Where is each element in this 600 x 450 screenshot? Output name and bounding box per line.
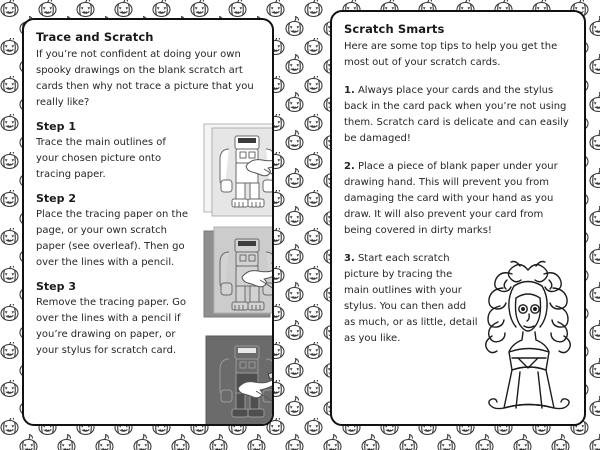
tip-1-number: 1. bbox=[344, 85, 355, 96]
step-1-figure-svg bbox=[202, 122, 274, 220]
step-2-figure-svg bbox=[202, 225, 274, 323]
medusa-illustration bbox=[476, 256, 580, 416]
scratch-smarts-intro: Here are some top tips to help you get the most out of your scratch cards. bbox=[344, 41, 558, 68]
step-1-text: Trace the main outlines of your chosen picture onto tracing paper. bbox=[36, 137, 166, 180]
step-3-heading: Step 3 bbox=[36, 280, 76, 293]
trace-and-scratch-panel bbox=[22, 18, 274, 426]
scratch-smarts-panel bbox=[330, 10, 586, 426]
tip-2-number: 2. bbox=[344, 161, 355, 172]
medusa-illustration-svg bbox=[476, 256, 580, 416]
trace-intro-text: If you’re not confident at doing your own spooky drawings on the blank scratch art cards then why not trace a picture that you really like? bbox=[36, 49, 254, 108]
tip-3-number: 3. bbox=[344, 253, 355, 264]
page-title: Trace and Scratch bbox=[36, 30, 154, 44]
step-1-heading: Step 1 bbox=[36, 120, 76, 133]
step-2-heading: Step 2 bbox=[36, 192, 76, 205]
step-2-text: Place the tracing paper on the page, or your own scratch paper (see overleaf). Then go over the lines with a pencil. bbox=[36, 209, 188, 268]
tip-1-text: Always place your cards and the stylus back in the card pack when you’re not using them. Scratch card is delicate and can easily be damaged! bbox=[344, 85, 569, 144]
trace-and-scratch-content bbox=[24, 20, 272, 424]
trace-step-1-illustration bbox=[202, 122, 274, 220]
tip-1 bbox=[344, 83, 572, 147]
trace-step-3-illustration bbox=[202, 332, 274, 426]
tip-3 bbox=[344, 251, 478, 347]
trace-step-2-illustration bbox=[202, 225, 274, 323]
tip-3-text: Start each scratch picture by tracing the main outlines with your stylus. You can then add as much, or as little, detail as you like. bbox=[344, 253, 478, 344]
tip-2 bbox=[344, 159, 572, 239]
step-3-text: Remove the tracing paper. Go over the lines with a pencil if you’re drawing on paper, or your stylus for scratch card. bbox=[36, 297, 187, 356]
scratch-smarts-title: Scratch Smarts bbox=[344, 22, 445, 36]
step-3-figure-svg bbox=[202, 332, 274, 426]
scratch-smarts-content bbox=[332, 12, 584, 424]
tip-2-text: Place a piece of blank paper under your drawing hand. This will prevent you from damaging the card with your hand as you draw. It will also prevent your card from being covered in dirty marks! bbox=[344, 161, 558, 236]
